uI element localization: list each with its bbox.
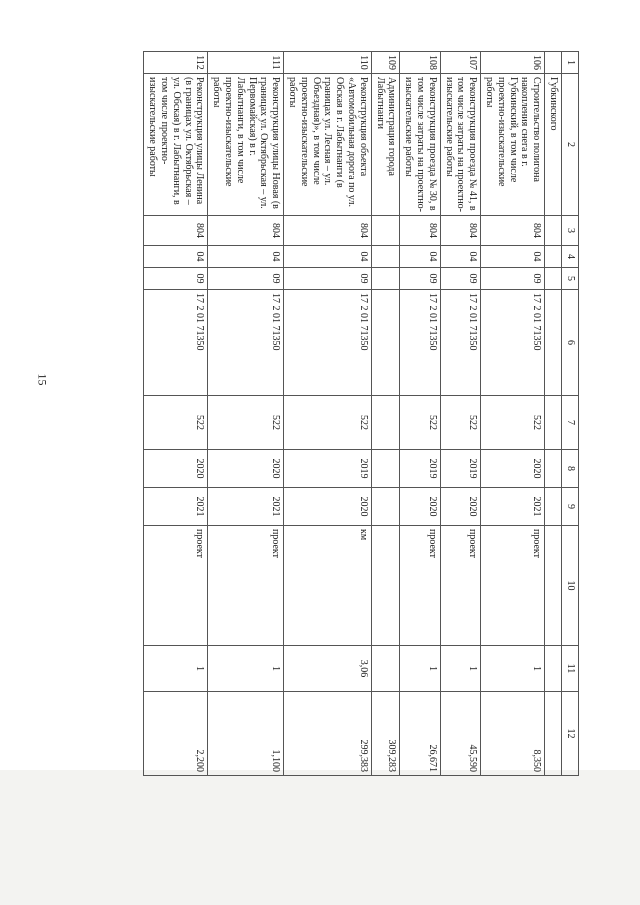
table-cell-c5: 09 bbox=[481, 268, 545, 290]
table-cell-c6: 17 2 01 71350 bbox=[400, 290, 440, 396]
table-cell-c9: 2020 bbox=[284, 488, 372, 526]
table-cell-c3 bbox=[545, 216, 562, 246]
table-cell-c4 bbox=[371, 246, 400, 268]
table-header-row bbox=[562, 52, 579, 776]
table-cell-c12: 8,350 bbox=[481, 692, 545, 776]
table-cell-c9: 2020 bbox=[400, 488, 440, 526]
table-row bbox=[208, 52, 284, 776]
table-cell-c10: проект bbox=[481, 526, 545, 646]
table-cell-c3: 804 bbox=[400, 216, 440, 246]
table-row bbox=[371, 52, 400, 776]
table-cell-c4: 04 bbox=[400, 246, 440, 268]
table-cell-name: Губкинского bbox=[545, 74, 562, 216]
table-cell-c11: 1 bbox=[440, 646, 480, 692]
table-cell-c4: 04 bbox=[144, 246, 208, 268]
table-row bbox=[545, 52, 562, 776]
table-cell-c7 bbox=[545, 396, 562, 450]
table-cell-no: 110 bbox=[284, 52, 372, 74]
table-cell-c9: 2021 bbox=[481, 488, 545, 526]
table-cell-c10: проект bbox=[208, 526, 284, 646]
table-cell-c12: 45,590 bbox=[440, 692, 480, 776]
table-cell-c7: 522 bbox=[400, 396, 440, 450]
table-cell-c8: 2019 bbox=[440, 450, 480, 488]
table-cell-c5: 09 bbox=[400, 268, 440, 290]
table-cell-c3: 804 bbox=[284, 216, 372, 246]
table-cell-c10: км bbox=[284, 526, 372, 646]
table-row bbox=[481, 52, 545, 776]
table-cell-c12 bbox=[545, 692, 562, 776]
table-cell-c8 bbox=[545, 450, 562, 488]
table-cell-no bbox=[545, 52, 562, 74]
column-header: 10 bbox=[562, 526, 579, 646]
table-cell-c6: 17 2 01 71350 bbox=[284, 290, 372, 396]
table-cell-c9 bbox=[545, 488, 562, 526]
table-cell-c11 bbox=[371, 646, 400, 692]
table-cell-c7: 522 bbox=[144, 396, 208, 450]
table-row bbox=[144, 52, 208, 776]
data-table bbox=[144, 51, 580, 776]
table-cell-c6 bbox=[545, 290, 562, 396]
table-cell-c8 bbox=[371, 450, 400, 488]
table-cell-c12: 2,200 bbox=[144, 692, 208, 776]
table-cell-name: Администрация города Лабытнанги bbox=[371, 74, 400, 216]
table-cell-name: Реконструкция улицы Новая (в границах ул. Октябрьская – ул. Первомайская) в г. Лабытнанги, в том числе проектно-изыскательские работы bbox=[208, 74, 284, 216]
table-cell-c4: 04 bbox=[440, 246, 480, 268]
table-cell-c8: 2019 bbox=[400, 450, 440, 488]
table-cell-c7: 522 bbox=[284, 396, 372, 450]
table-cell-c4 bbox=[545, 246, 562, 268]
table-cell-c5 bbox=[545, 268, 562, 290]
table-cell-c3: 804 bbox=[144, 216, 208, 246]
table-cell-c11: 3,06 bbox=[284, 646, 372, 692]
column-header: 2 bbox=[562, 74, 579, 216]
table-cell-c8: 2020 bbox=[144, 450, 208, 488]
table-cell-no: 107 bbox=[440, 52, 480, 74]
table-row bbox=[400, 52, 440, 776]
table-cell-c3: 804 bbox=[481, 216, 545, 246]
table-container bbox=[103, 51, 579, 775]
table-cell-c3: 804 bbox=[440, 216, 480, 246]
table-cell-no: 112 bbox=[144, 52, 208, 74]
table-cell-c8: 2020 bbox=[208, 450, 284, 488]
table-cell-no: 109 bbox=[371, 52, 400, 74]
table-cell-name: Реконструкция объекта «Автомобильная дорога по ул. Обская в г. Лабытнанги (в границах ул. Лесная – ул. Объездная)», в том числе проектно-изыскательские работы bbox=[284, 74, 372, 216]
table-cell-c12: 299,383 bbox=[284, 692, 372, 776]
table-cell-c12: 26,671 bbox=[400, 692, 440, 776]
table-cell-name: Строительство полигона накопления снега в г. Губкинский, в том числе проектно-изыскательские работы bbox=[481, 74, 545, 216]
table-cell-name: Реконструкция проезда № 30, в том числе затраты на проектно-изыскательские работы bbox=[400, 74, 440, 216]
table-cell-c5: 09 bbox=[208, 268, 284, 290]
table-cell-c3 bbox=[371, 216, 400, 246]
table-cell-c5 bbox=[371, 268, 400, 290]
table-cell-c10: проект bbox=[400, 526, 440, 646]
table-cell-c4: 04 bbox=[481, 246, 545, 268]
table-cell-c10 bbox=[545, 526, 562, 646]
table-cell-c6: 17 2 01 71350 bbox=[481, 290, 545, 396]
column-header: 12 bbox=[562, 692, 579, 776]
table-row bbox=[440, 52, 480, 776]
column-header: 3 bbox=[562, 216, 579, 246]
table-cell-c5: 09 bbox=[440, 268, 480, 290]
table-cell-c10: проект bbox=[144, 526, 208, 646]
column-header: 9 bbox=[562, 488, 579, 526]
table-cell-c7: 522 bbox=[440, 396, 480, 450]
table-cell-c7: 522 bbox=[208, 396, 284, 450]
table-cell-c11: 1 bbox=[481, 646, 545, 692]
table-cell-c5: 09 bbox=[284, 268, 372, 290]
table-cell-c3: 804 bbox=[208, 216, 284, 246]
table-cell-c11: 1 bbox=[144, 646, 208, 692]
table-cell-c6: 17 2 01 71350 bbox=[208, 290, 284, 396]
column-header: 5 bbox=[562, 268, 579, 290]
table-cell-c4: 04 bbox=[284, 246, 372, 268]
table-cell-no: 106 bbox=[481, 52, 545, 74]
table-cell-c6: 17 2 01 71350 bbox=[440, 290, 480, 396]
table-cell-c9: 2021 bbox=[208, 488, 284, 526]
table-cell-no: 111 bbox=[208, 52, 284, 74]
table-cell-c7: 522 bbox=[481, 396, 545, 450]
table-cell-c12: 1,100 bbox=[208, 692, 284, 776]
table-cell-c9: 2021 bbox=[144, 488, 208, 526]
table-cell-no: 108 bbox=[400, 52, 440, 74]
table-cell-c9: 2020 bbox=[440, 488, 480, 526]
column-header: 4 bbox=[562, 246, 579, 268]
table-cell-c6 bbox=[371, 290, 400, 396]
table-cell-c12: 309,283 bbox=[371, 692, 400, 776]
table-cell-c7 bbox=[371, 396, 400, 450]
column-header: 1 bbox=[562, 52, 579, 74]
table-cell-c8: 2020 bbox=[481, 450, 545, 488]
table-cell-c11: 1 bbox=[400, 646, 440, 692]
table-cell-c10: проект bbox=[440, 526, 480, 646]
table-cell-c5: 09 bbox=[144, 268, 208, 290]
table-row bbox=[284, 52, 372, 776]
table-cell-c4: 04 bbox=[208, 246, 284, 268]
table-cell-c6: 17 2 01 71350 bbox=[144, 290, 208, 396]
column-header: 7 bbox=[562, 396, 579, 450]
column-header: 8 bbox=[562, 450, 579, 488]
table-cell-name: Реконструкция проезда № 41, в том числе затраты на проектно-изыскательские работы bbox=[440, 74, 480, 216]
table-cell-c9 bbox=[371, 488, 400, 526]
table-cell-c11: 1 bbox=[208, 646, 284, 692]
table-cell-c10 bbox=[371, 526, 400, 646]
column-header: 11 bbox=[562, 646, 579, 692]
page-number: 15 bbox=[35, 373, 50, 386]
table-cell-c11 bbox=[545, 646, 562, 692]
table-cell-name: Реконструкция улицы Ленина (в границах ул. Октябрьская – ул. Обская) в г. Лабытнанги, в том числе проектно-изыскательские работы bbox=[144, 74, 208, 216]
table-cell-c8: 2019 bbox=[284, 450, 372, 488]
column-header: 6 bbox=[562, 290, 579, 396]
